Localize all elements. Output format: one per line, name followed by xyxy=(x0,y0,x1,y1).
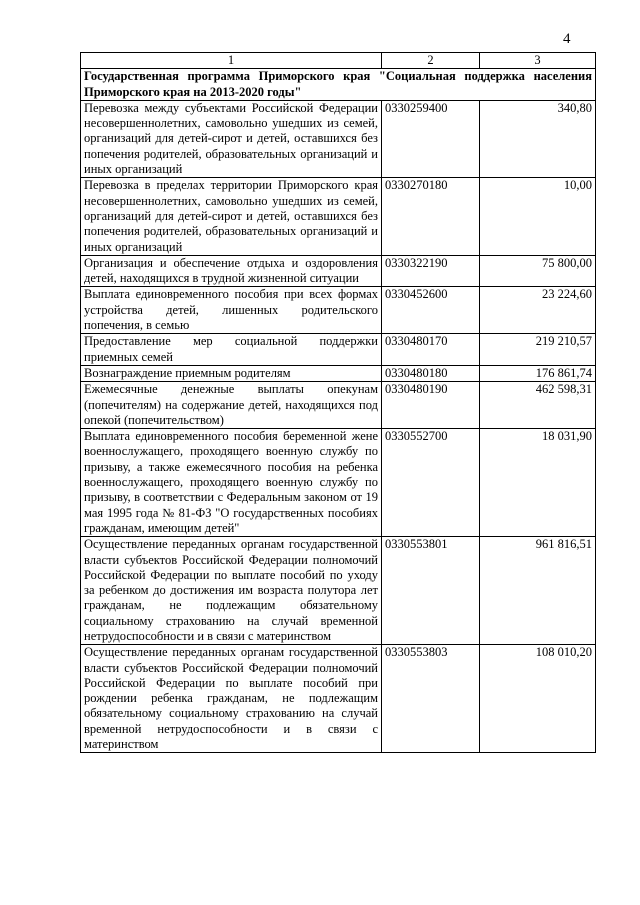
row-name: Перевозка между субъектами Российской Федерации несовершеннолетних, самовольно ушедших из семей, организаций для детей-сирот и детей, оставшихся без попечения родителей, образовательных организаций и иных организаций xyxy=(81,100,382,177)
row-name: Перевозка в пределах территории Приморского края несовершеннолетних, самовольно ушедших из семей, организаций для детей-сирот и детей, оставшихся без попечения родителей, образовательных организаций и иных организаций xyxy=(81,178,382,255)
row-amount: 462 598,31 xyxy=(480,382,596,429)
table-row xyxy=(81,287,596,334)
row-code: 0330552700 xyxy=(382,429,480,537)
row-amount: 75 800,00 xyxy=(480,255,596,287)
header-col-3: 3 xyxy=(480,53,596,69)
table-row xyxy=(81,255,596,287)
row-code: 0330553803 xyxy=(382,645,480,753)
row-code: 0330259400 xyxy=(382,100,480,177)
row-amount: 340,80 xyxy=(480,100,596,177)
row-code: 0330322190 xyxy=(382,255,480,287)
row-amount: 961 816,51 xyxy=(480,537,596,645)
row-name: Вознаграждение приемным родителям xyxy=(81,365,382,381)
header-col-2: 2 xyxy=(382,53,480,69)
row-code: 0330480180 xyxy=(382,365,480,381)
page-number: 4 xyxy=(563,31,571,47)
row-amount: 176 861,74 xyxy=(480,365,596,381)
row-code: 0330270180 xyxy=(382,178,480,255)
row-amount: 219 210,57 xyxy=(480,334,596,366)
table-row xyxy=(81,429,596,537)
row-name: Выплата единовременного пособия беременной жене военнослужащего, проходящего военную службу по призыву, а также ежемесячного пособия на ребенка военнослужащего, проходящего военную службу по призыву, в соответствии с Федеральным законом от 19 мая 1995 года № 81-ФЗ "О государственных пособиях гражданам, имеющим детей" xyxy=(81,429,382,537)
program-title: Государственная программа Приморского края "Социальная поддержка населения Приморского края на 2013-2020 годы" xyxy=(81,69,596,101)
row-amount: 10,00 xyxy=(480,178,596,255)
row-name: Осуществление переданных органам государственной власти субъектов Российской Федерации полномочий Российской Федерации по выплате пособий при рождении ребенка гражданам, не подлежащим обязательному социальному страхованию на случай временной нетрудоспособности и в связи с материнством xyxy=(81,645,382,753)
row-code: 0330452600 xyxy=(382,287,480,334)
table-row xyxy=(81,537,596,645)
budget-table xyxy=(80,52,596,753)
row-name: Предоставление мер социальной поддержки приемных семей xyxy=(81,334,382,366)
row-code: 0330480170 xyxy=(382,334,480,366)
table-row xyxy=(81,100,596,177)
table-row xyxy=(81,178,596,255)
row-name: Организация и обеспечение отдыха и оздоровления детей, находящихся в трудной жизненной ситуации xyxy=(81,255,382,287)
program-row xyxy=(81,69,596,101)
row-amount: 108 010,20 xyxy=(480,645,596,753)
row-name: Выплата единовременного пособия при всех формах устройства детей, лишенных родительского попечения, в семью xyxy=(81,287,382,334)
table-row xyxy=(81,334,596,366)
row-code: 0330480190 xyxy=(382,382,480,429)
row-amount: 18 031,90 xyxy=(480,429,596,537)
table-row xyxy=(81,365,596,381)
header-col-1: 1 xyxy=(81,53,382,69)
row-code: 0330553801 xyxy=(382,537,480,645)
row-amount: 23 224,60 xyxy=(480,287,596,334)
row-name: Осуществление переданных органам государственной власти субъектов Российской Федерации полномочий Российской Федерации по выплате пособий по уходу за ребенком до достижения им возраста полутора лет гражданам, не подлежащим обязательному социальному страхованию на случай временной нетрудоспособности и в связи с материнством xyxy=(81,537,382,645)
table-row xyxy=(81,382,596,429)
row-name: Ежемесячные денежные выплаты опекунам (попечителям) на содержание детей, находящихся под опекой (попечительством) xyxy=(81,382,382,429)
table-header-row xyxy=(81,53,596,69)
table-row xyxy=(81,645,596,753)
